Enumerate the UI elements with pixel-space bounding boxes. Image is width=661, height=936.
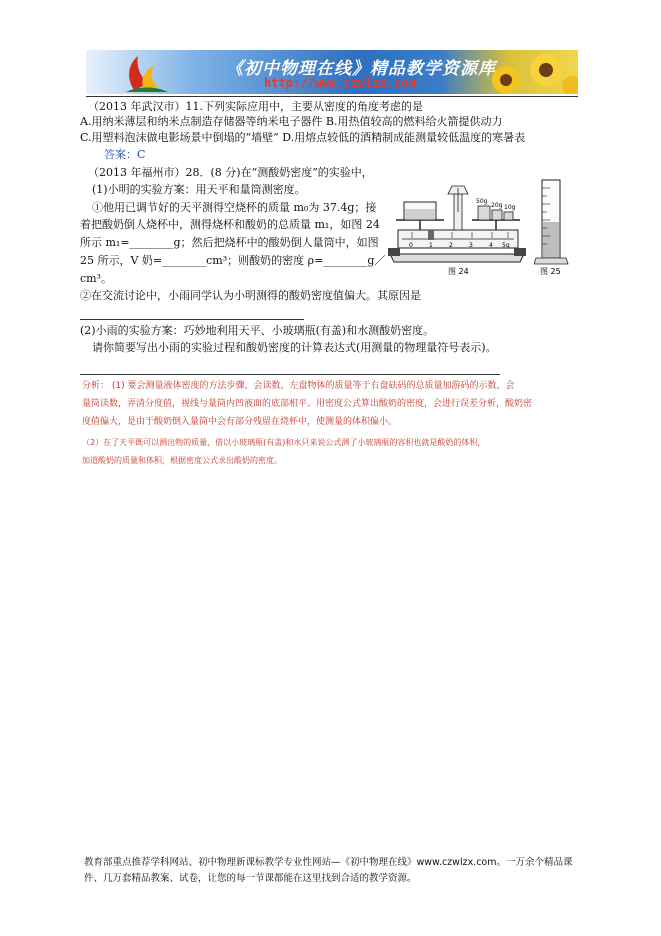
answer-blank-line: [80, 319, 304, 320]
logo-yellow-flame: [142, 66, 158, 90]
logo-green-base: [126, 88, 168, 93]
analysis-line-3: 度值偏大，是由于酸奶倒入量筒中会有部分残留在烧杯中，使测量的体积偏小。: [82, 417, 398, 427]
header-rule: [86, 96, 578, 97]
q2-line1: ①他用已调节好的天平测得空烧杯的质量 m₀为 37.4g；接: [92, 201, 377, 214]
weight-50g: [478, 206, 490, 220]
analysis-line-5: 加道酸奶的质量和体积，根据密度公式求出酸奶的密度。: [82, 456, 282, 465]
tick-5: 5g: [502, 242, 510, 249]
q2-line4: 25 所示，V 奶=________cm³；则酸奶的密度 ρ=________g／: [80, 254, 386, 267]
q2-part2: (2)小雨的实验方案：巧妙地利用天平、小玻璃瓶(有盖)和水测酸奶密度。: [80, 324, 435, 337]
tick-2: 2: [449, 242, 453, 249]
q1-answer: 答案：C: [104, 148, 146, 161]
q1-option-cd: C.用塑料泡沫做电影场景中倒塌的“墙壁” D.用熔点较低的酒精制成能测量较低温度的寒暑表: [80, 131, 526, 144]
banner-url: http://www.czwlzx.com: [264, 76, 416, 90]
header-banner: [86, 50, 578, 94]
q1-stem: （2013 年武汉市）11.下列实际应用中，主要从密度的角度考虑的是: [88, 100, 423, 113]
q2-stem: （2013 年福州市）28．(8 分)在“测酸奶密度”的实验中，: [88, 166, 373, 179]
figure-24-balance: [388, 172, 526, 276]
footer-line-1: 教育部重点推荐学科网站、初中物理新课标教学专业性网站—《初中物理在线》www.czwlzx.com。一万余个精品课: [84, 857, 573, 868]
cylinder-liquid: [543, 222, 559, 258]
q2-part2b: 请你简要写出小雨的实验过程和酸奶密度的计算表达式(用测量的物理量符号表示)。: [92, 341, 497, 354]
tick-4: 4: [489, 242, 493, 249]
banner-title: 《初中物理在线》精品教学资源库: [226, 59, 496, 79]
weight-label-10g: 10g: [504, 204, 516, 211]
figure-25-label: 图 25: [540, 267, 561, 276]
tick-3: 3: [469, 242, 473, 249]
weight-20g: [492, 210, 502, 220]
q2-line2: 着把酸奶倒人烧杯中，测得烧杯和酸奶的总质量 m₁，如图 24: [80, 218, 380, 231]
analysis-line-4: （2）在了天平既可以测出物的质量，借以小玻璃瓶(有盖)和水只来说公式测了小玻璃瓶的容积也就是酸奶的体积，: [82, 438, 486, 447]
balance-rider: [428, 230, 434, 240]
tick-0: 0: [409, 242, 413, 249]
q2-part1: (1)小明的实验方案：用天平和量筒测密度。: [92, 183, 306, 196]
q2-line5: cm³。: [80, 272, 113, 285]
tick-1: 1: [429, 242, 433, 249]
q2-line6: ②在交流讨论中，小雨同学认为小明测得的酸奶密度值偏大。其原因是: [80, 289, 421, 302]
footer-line-2: 件、几万套精品教案、试卷，让您的每一节课都能在这里找到合适的教学资源。: [84, 873, 417, 884]
q1-option-ab: A.用纳米薄层和纳米点制造存储器等纳米电子器件 B.用热值较高的燃料给火箭提供动力: [80, 115, 503, 128]
analysis-line-1: 分析： (1) 要会测量液体密度的方法步骤，会读数，左盘物体的质量等于右盘砝码的总质量加游码的示数，会: [82, 381, 515, 391]
figure-24-label: 图 24: [448, 267, 469, 276]
weight-label-20g: 20g: [491, 202, 503, 209]
weight-10g: [504, 212, 513, 220]
answer-blank-line-2: [80, 374, 500, 375]
figure-25-cylinder: [534, 172, 578, 276]
q2-line3: 所示 m₁=________g；然后把烧杯中的酸奶倒人量筒中，如图: [80, 236, 379, 249]
weight-label-50g: 50g: [476, 198, 488, 205]
analysis-line-2: 量筒读数，弄清分度值，视线与量筒内凹液面的底部相平。用密度公式算出酸奶的密度，会进行误差分析，酸奶密: [82, 399, 533, 409]
